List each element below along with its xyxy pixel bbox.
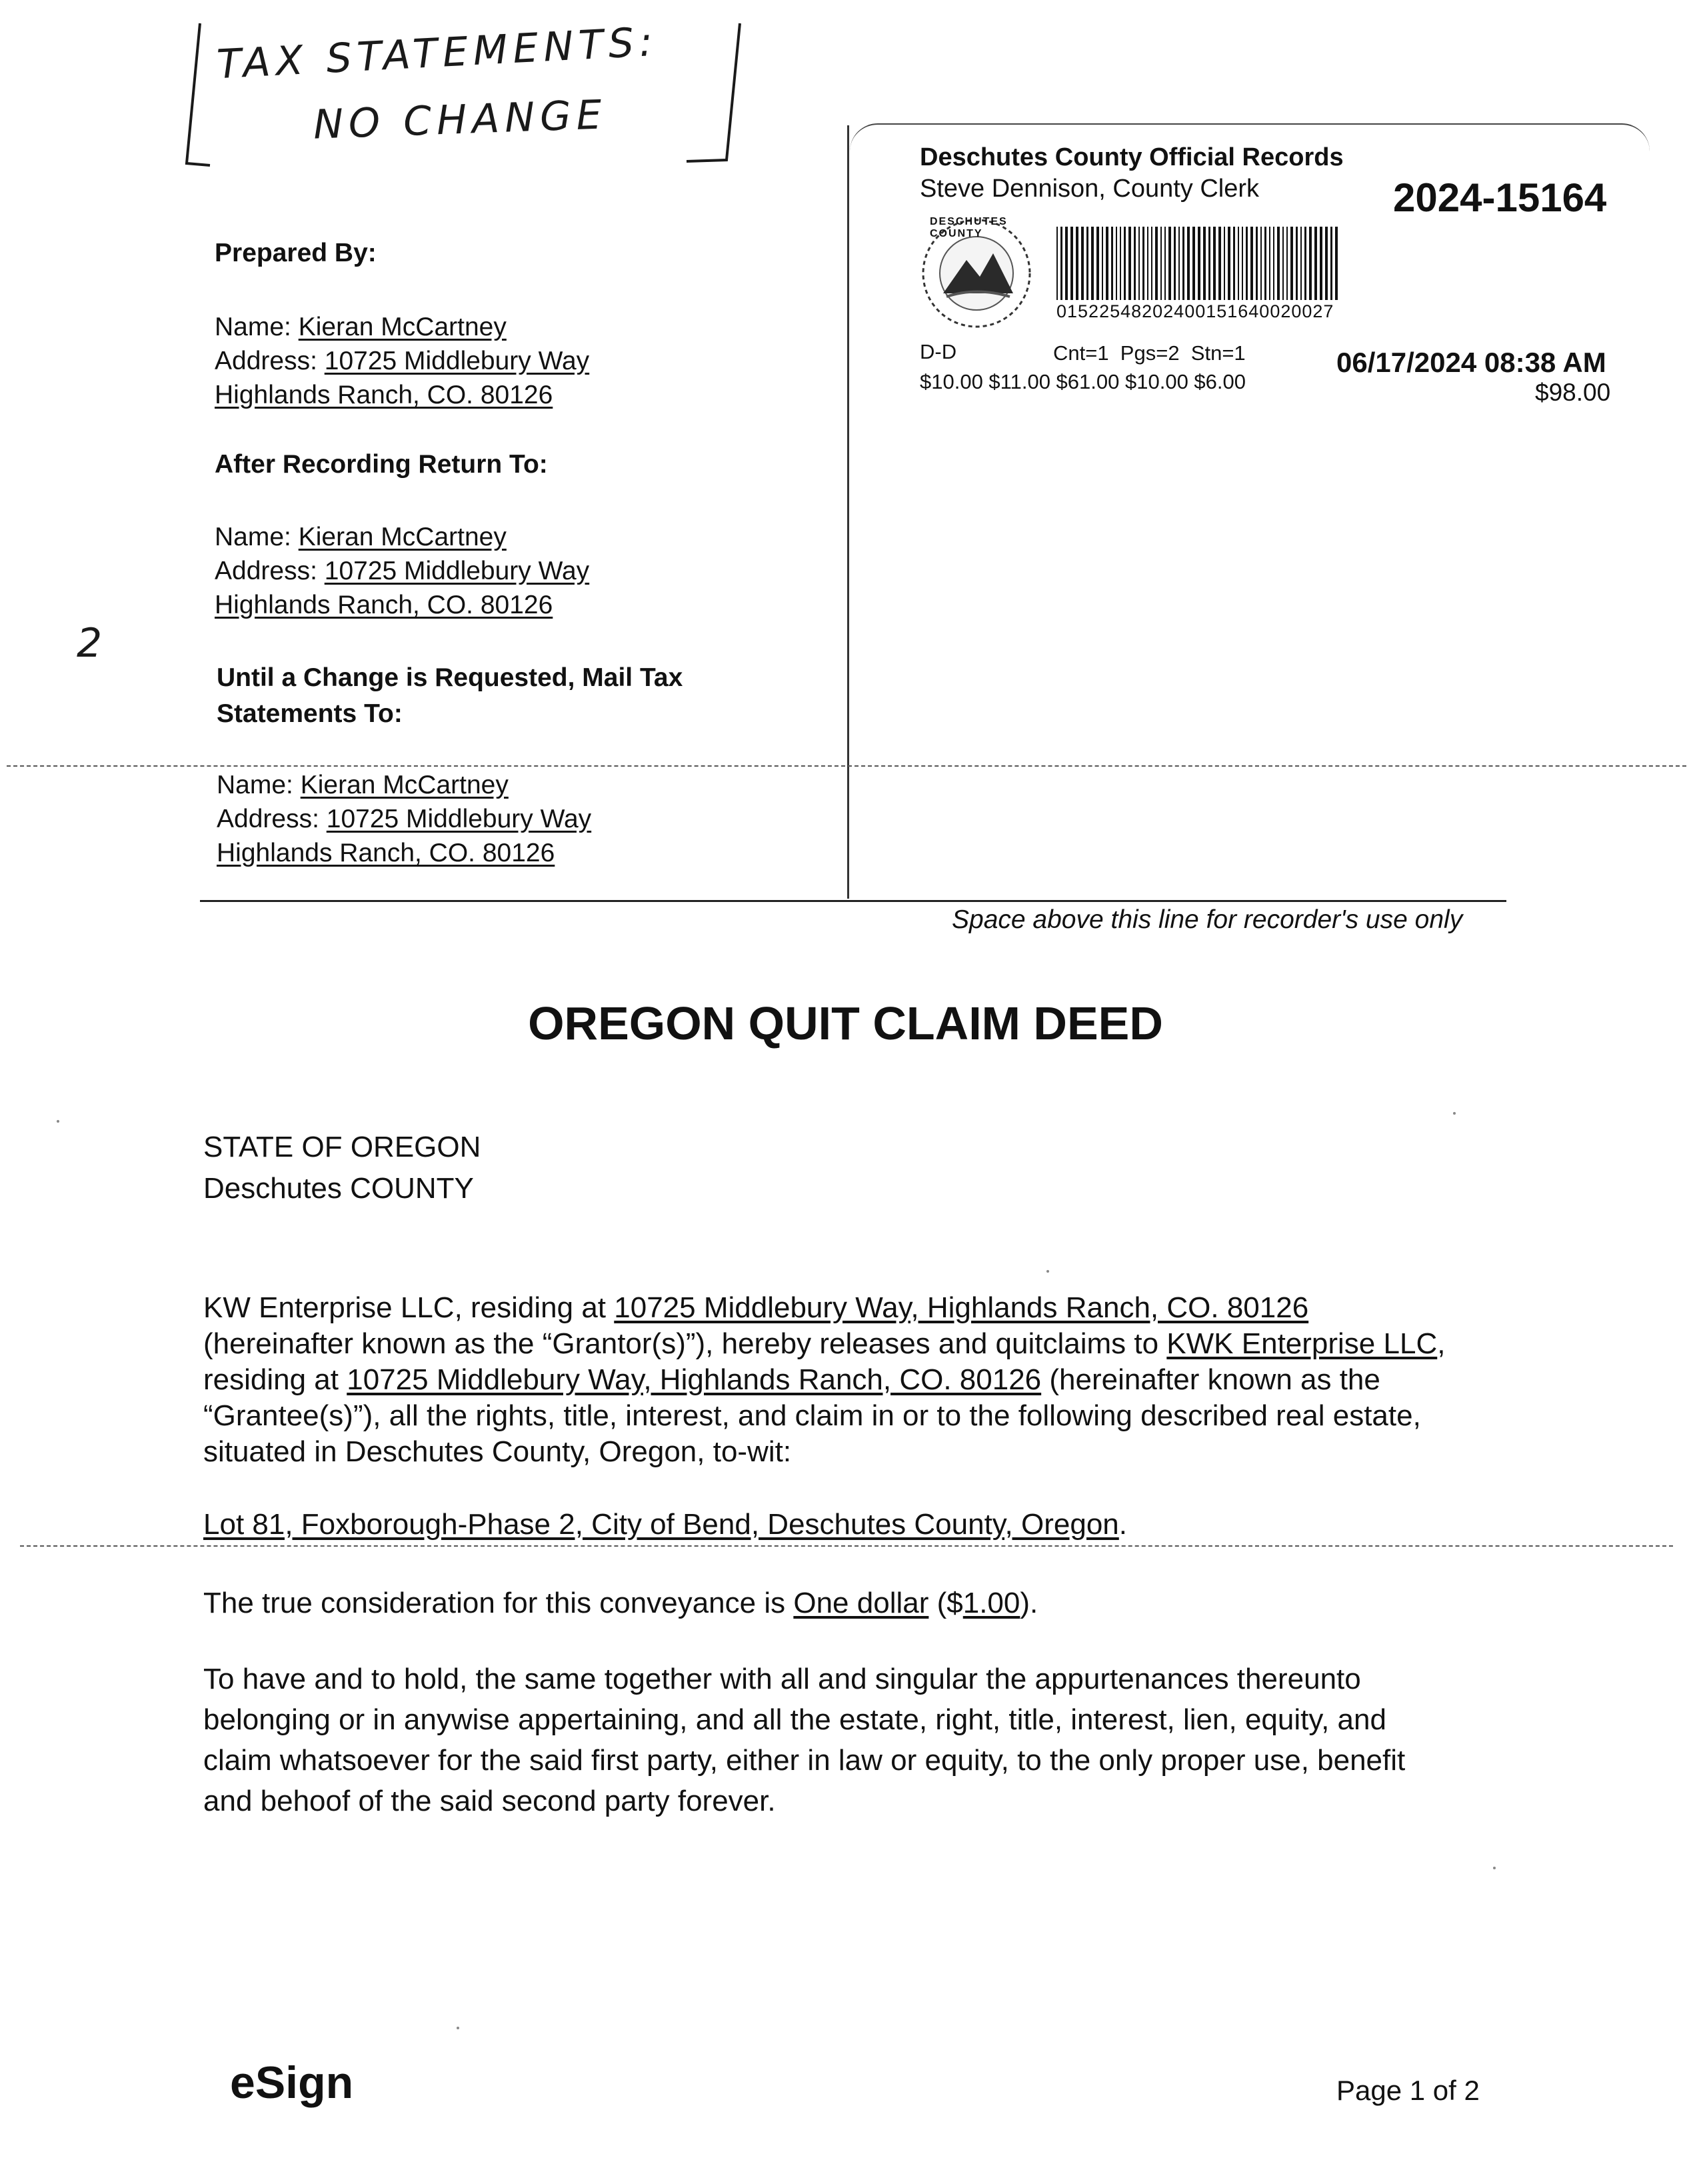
record-total: $98.00	[1535, 379, 1611, 406]
barcode-bar	[1102, 227, 1103, 300]
scan-speck	[457, 2027, 459, 2029]
record-counts: Cnt=1 Pgs=2 Stn=1	[1053, 341, 1246, 365]
scan-speck	[1046, 1270, 1049, 1273]
barcode-bar	[1273, 227, 1274, 300]
barcode-bar	[1320, 227, 1322, 300]
record-fees: $10.00 $11.00 $61.00 $10.00 $6.00	[920, 370, 1246, 393]
barcode-bar	[1106, 227, 1108, 300]
address-label: Address:	[215, 347, 317, 375]
habendum-paragraph	[203, 1659, 1405, 1821]
document-title: OREGON QUIT CLAIM DEED	[528, 997, 1163, 1049]
barcode-bar	[1116, 227, 1117, 300]
para-text: ).	[1020, 1587, 1038, 1619]
consideration-words: One dollar	[793, 1587, 929, 1619]
para-text: ($	[928, 1587, 963, 1619]
barcode-bar	[1309, 227, 1312, 300]
barcode-bar	[1160, 227, 1162, 300]
barcode	[1056, 227, 1340, 300]
barcode-bar	[1304, 227, 1306, 300]
barcode-bar	[1264, 227, 1266, 300]
barcode-bar	[1111, 227, 1113, 300]
recorder-line	[200, 900, 1506, 902]
para-text: and behoof of the said second party forever.	[203, 1785, 776, 1817]
margin-mark: 2	[77, 620, 108, 667]
para-text: residing at	[203, 1363, 347, 1396]
grantor-address: 10725 Middlebury Way, Highlands Ranch, CO. 80126	[614, 1291, 1309, 1324]
tax-address-2: Highlands Ranch, CO. 80126	[217, 839, 555, 867]
return-to-heading: After Recording Return To:	[215, 450, 548, 479]
name-label: Name:	[215, 313, 291, 341]
barcode-bar	[1296, 227, 1298, 300]
state-block	[203, 1127, 481, 1209]
recorder-note: Space above this line for recorder's use only	[952, 905, 1463, 934]
barcode-bar	[1081, 227, 1084, 300]
prepared-by-block	[215, 310, 589, 412]
consideration	[203, 1585, 1038, 1621]
tax-heading-line-2: Statements To:	[217, 699, 403, 728]
barcode-bar	[1134, 227, 1136, 300]
tax-name: Kieran McCartney	[300, 771, 509, 799]
legal-description-text: Lot 81, Foxborough-Phase 2, City of Bend, Deschutes County, Oregon	[203, 1508, 1119, 1541]
name-label: Name:	[215, 523, 291, 551]
barcode-bar	[1256, 227, 1258, 300]
barcode-bar	[1246, 227, 1248, 300]
consideration-amount: 1.00	[962, 1587, 1020, 1619]
tax-statements-heading	[217, 660, 683, 732]
barcode-bar	[1056, 227, 1058, 300]
barcode-bar	[1192, 227, 1195, 300]
barcode-bar	[1286, 227, 1288, 300]
barcode-bar	[1155, 227, 1158, 300]
para-text: The true consideration for this conveyance is	[203, 1587, 794, 1619]
barcode-bar	[1269, 227, 1270, 300]
barcode-bar	[1086, 227, 1088, 300]
grantee-name: KWK Enterprise LLC	[1166, 1327, 1438, 1360]
barcode-bar	[1142, 227, 1144, 300]
para-text: belonging or in anywise appertaining, and all the estate, right, title, interest, lien, equity, and	[203, 1703, 1386, 1736]
barcode-bar	[1325, 227, 1328, 300]
para-text: (hereinafter known as the	[1041, 1363, 1380, 1396]
prepared-by-heading: Prepared By:	[215, 239, 377, 267]
para-text: “Grantee(s)”), all the rights, title, interest, and claim in or to the following described real estate,	[203, 1399, 1421, 1432]
barcode-bar	[1182, 227, 1184, 300]
barcode-digits: 01522548202400151640020027	[1056, 301, 1334, 321]
barcode-bar	[1096, 227, 1099, 300]
para-text: claim whatsoever for the said first party, either in law or equity, to the only proper use, benefit	[203, 1744, 1406, 1777]
return-to-address-1: 10725 Middlebury Way	[324, 557, 590, 585]
page-number: Page 1 of 2	[1336, 2075, 1480, 2106]
barcode-bar	[1238, 227, 1239, 300]
barcode-bar	[1224, 227, 1225, 300]
para-text: KW Enterprise LLC, residing at	[203, 1291, 615, 1324]
return-to-block	[215, 520, 589, 622]
record-datetime: 06/17/2024 08:38 AM	[1336, 347, 1606, 378]
scan-speck	[1453, 1112, 1456, 1115]
barcode-bar	[1228, 227, 1230, 300]
prepared-by-address-1: 10725 Middlebury Way	[324, 347, 590, 375]
barcode-bar	[1178, 227, 1180, 300]
barcode-bar	[1124, 227, 1126, 300]
barcode-bar	[1065, 227, 1068, 300]
barcode-bar	[1070, 227, 1073, 300]
scan-artifact-line-2	[20, 1545, 1673, 1547]
tax-heading-line-1: Until a Change is Requested, Mail Tax	[217, 663, 683, 692]
grantee-address: 10725 Middlebury Way, Highlands Ranch, CO. 80126	[347, 1363, 1042, 1396]
return-to-address-2: Highlands Ranch, CO. 80126	[215, 591, 553, 619]
barcode-bar	[1208, 227, 1210, 300]
barcode-bar	[1282, 227, 1284, 300]
name-label: Name:	[217, 771, 293, 799]
county-clerk: Steve Dennison, County Clerk	[920, 175, 1260, 203]
barcode-bar	[1168, 227, 1171, 300]
barcode-bar	[1060, 227, 1062, 300]
bracket-right-icon	[673, 20, 753, 173]
barcode-bar	[1091, 227, 1094, 300]
record-code: D-D	[920, 340, 957, 363]
barcode-bar	[1277, 227, 1280, 300]
barcode-bar	[1314, 227, 1317, 300]
handwritten-line-2: NO CHANGE	[312, 91, 608, 149]
legal-description	[203, 1507, 1127, 1543]
prepared-by-name: Kieran McCartney	[298, 313, 507, 341]
para-text: To have and to hold, the same together with all and singular the appurtenances thereunto	[203, 1663, 1361, 1695]
scan-speck	[1493, 1867, 1496, 1869]
scan-speck	[57, 1120, 59, 1123]
barcode-bar	[1290, 227, 1293, 300]
barcode-bar	[1233, 227, 1235, 300]
seal-text: DESCHUTES COUNTY	[930, 216, 1008, 239]
barcode-bar	[1218, 227, 1221, 300]
barcode-bar	[1198, 227, 1200, 300]
recording-office: Deschutes County Official Records	[920, 143, 1344, 171]
barcode-bar	[1120, 227, 1121, 300]
barcode-bar	[1174, 227, 1176, 300]
handwritten-line-1: TAX STATEMENTS:	[215, 18, 659, 89]
scan-artifact-line-1	[7, 765, 1686, 767]
tax-address-1: 10725 Middlebury Way	[326, 805, 592, 833]
county-seal	[916, 213, 1036, 333]
barcode-bar	[1330, 227, 1332, 300]
barcode-bar	[1242, 227, 1243, 300]
barcode-bar	[1076, 227, 1078, 300]
esign-logo: eSign	[230, 2057, 354, 2108]
legal-description-end: .	[1118, 1508, 1127, 1541]
barcode-bar	[1203, 227, 1206, 300]
handwritten-note	[180, 20, 753, 173]
barcode-bar	[1335, 227, 1338, 300]
prepared-by-address-2: Highlands Ranch, CO. 80126	[215, 381, 553, 409]
barcode-bar	[1138, 227, 1140, 300]
return-to-name: Kieran McCartney	[298, 523, 507, 551]
conveyance-paragraph	[203, 1290, 1536, 1470]
barcode-bar	[1213, 227, 1216, 300]
tax-statements-block	[217, 768, 591, 870]
barcode-bar	[1147, 227, 1148, 300]
para-text: (hereinafter known as the “Grantor(s)”), hereby releases and quitclaims to	[203, 1327, 1167, 1360]
barcode-bar	[1151, 227, 1152, 300]
para-text: situated in Deschutes County, Oregon, to-wit:	[203, 1435, 792, 1468]
county: Deschutes COUNTY	[203, 1172, 474, 1205]
barcode-bar	[1250, 227, 1253, 300]
state: STATE OF OREGON	[203, 1131, 481, 1163]
barcode-bar	[1260, 227, 1262, 300]
address-label: Address:	[217, 805, 319, 833]
barcode-bar	[1187, 227, 1190, 300]
para-text: ,	[1437, 1327, 1446, 1360]
document-number: 2024-15164	[1393, 175, 1607, 220]
address-label: Address:	[215, 557, 317, 585]
barcode-bar	[1164, 227, 1166, 300]
barcode-bar	[1300, 227, 1302, 300]
barcode-bar	[1128, 227, 1131, 300]
